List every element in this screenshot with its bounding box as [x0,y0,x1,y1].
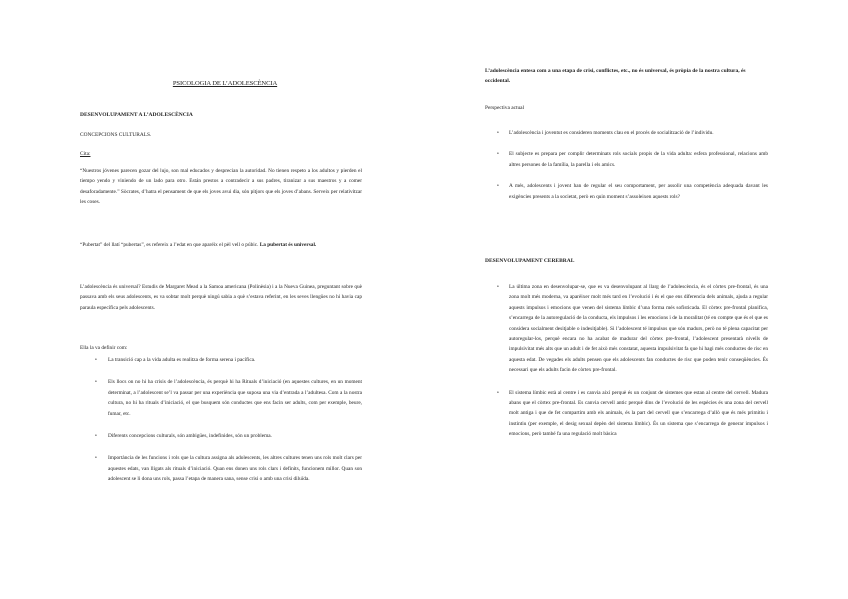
cita-label: Cita: [80,151,91,157]
list-item: • El subjecte es prepara per complir determinats rols socials propis de la vida adulta: esfera professional, relacions amb altres persones de la família, la parella i els amics. [485,149,768,170]
right-bullet-list [485,128,768,202]
left-bullet-list [90,355,362,485]
pubertat-bold: La pubertat és universal. [259,242,317,248]
list-item: • L’adolescència i joventut es consideren moments clau en el procés de socialització de l’individu. [485,128,768,138]
list-item: • La transició cap a la vida adulta es realitza de forma serena i pacífica. [90,355,362,365]
intro-bold-paragraph: L’adolescència entesa com a una etapa de crisi, conflictes, etc., no és universal, és pròpia de la nostra cultura, és occidental. [485,68,746,84]
quote-paragraph: “Nuestros jóvenes parecen gozar del lujo, son mal educados y desprecian la autoridad. No tienen respeto a los adultos y pierden el tiempo yendo y viniendo de un lado para otro. Están prestos a contradecir a sus padres, tiranizar a sus maestros y a comer desaforadamente.” Sòcrates, d’hatra el pensament de que els joves avui dia, són pitjors que els joves d’abans. Serveix per relativitzar les coses. [80,168,362,206]
universal-paragraph: L’adolescència és universal? Estudis de Margaret Mead a la Samoa americana (Polinèsia) i a la Nueva Guinea, preguntant sobre què passava amb els seus adolescents, es va sobtar molt perquè ningú sabia a què s’estava referint, en les seves llengües no hi havia cap paraula específica pels adolescents. [80,284,362,311]
pubertat-paragraph [80,240,362,250]
brain-bullet-list [485,282,768,440]
list-item: • El sistema límbic està al centre i es canvia així perquè és un conjunt de sistemes que estan al centre del cervell. Madura abans que el còrtex pre-frontal. Es canvia cervell antic perquè dins de l’evolució de les espècies és una zona del cervell molt antiga i que de fet compartim amb els animals, és la part del cervell que s’encarrega d’allò que és més primitiu i instintiu (per exemple, el desig sexual depèn del sistema límbic). És un sistema que s’encarrega de generar impulsos i emocions, però també fa una regulació molt bàsica [485,388,768,440]
list-item: • Els llocs on no hi ha crisis de l’adolescència, és perquè hi ha Rituals d’iniciació (en aquestes cultures, en un moment determinat, a l’adolescent se’l va passar per una experiència que suposa una via d’entrada a l’adultesa. Com a la nostra cultura, no hi ha rituals d’iniciació, el que busquem són conductes que ens facin ser adults, com per exemple, beure, fumar, etc. [90,377,362,419]
list-item: • Diferents concepcions culturals, són ambigües, indefinides, són un problema. [90,431,362,441]
ella-intro: Ella la va definir com: [80,345,128,351]
pubertat-text: “Pubertat” del llatí “pubertas”, es refereix a l’edat en que aparéix el pèl vell o púbic. [80,242,259,248]
section-heading-cerebral: DESENVOLUPAMENT CEREBRAL [485,258,575,264]
list-item: • Importància de les funcions i rols que la cultura assigna als adolescents, les altres cultures tenen uns rols molt clars per aquestes edats, van lligats als rituals d’iniciació. Quan ens donen uns rols clars i definits, funcionem millor. Quan son adolescent se li dona uns rols, passa l’etapa de manera sana, sense crisi o amb una crisi diluïda. [90,453,362,484]
perspectiva-label: Perspectiva actual [485,105,525,111]
list-item: • La última zona en desenvolupar-se, que es va desenvolupant al llarg de l’adolescència, és el còrtex pre-frontal, és una zona molt més moderna, va aparèixer molt més tard en l’evolució i és el que ens diferencia dels animals, ajuda a regular aquests impulsos i emocions que venen del sistema límbic d’una forma més sofisticada. El còrtex pre-frontal planifica, s’encarrega de la autoregulació de la conducta, els impulsos i les emocions i de la moralitat (té en compte que és el que es considera socialment desitjable o indesitjable). Si l’adolescent té impulsos que són madurs, però no té plena capacitat per autoregular-los, perquè encara no ha acabat de madurar del còrtex pre-frontal, l’adolescent presentarà nivells de impulsivitat més alts que un adult i de fet això més constatat, aquesta impulsivitat fa que hi hagi més conductes de risc en aquesta edat. De vegades els adults pensen que els adolescents fan conductes de risc que poden tenir conseqüències. És necessari que els adults facin de còrtex pre-frontal. [485,282,768,376]
section-heading-desenvolupament: DESENVOLUPAMENT A L’ADOLESCÈNCIA [80,112,193,118]
subheading-concepcions: CONCEPCIONS CULTURALS. [80,132,152,138]
list-item: • A més, adolescents i jovent han de regular el seu comportament, per assolir una competència adequada davant les exigències presents a la societat, però en quin moment s’assoleixen aquests rols? [485,181,768,202]
document-title: PSICOLOGIA DE L’ADOLESCÈNCIA [172,80,278,87]
